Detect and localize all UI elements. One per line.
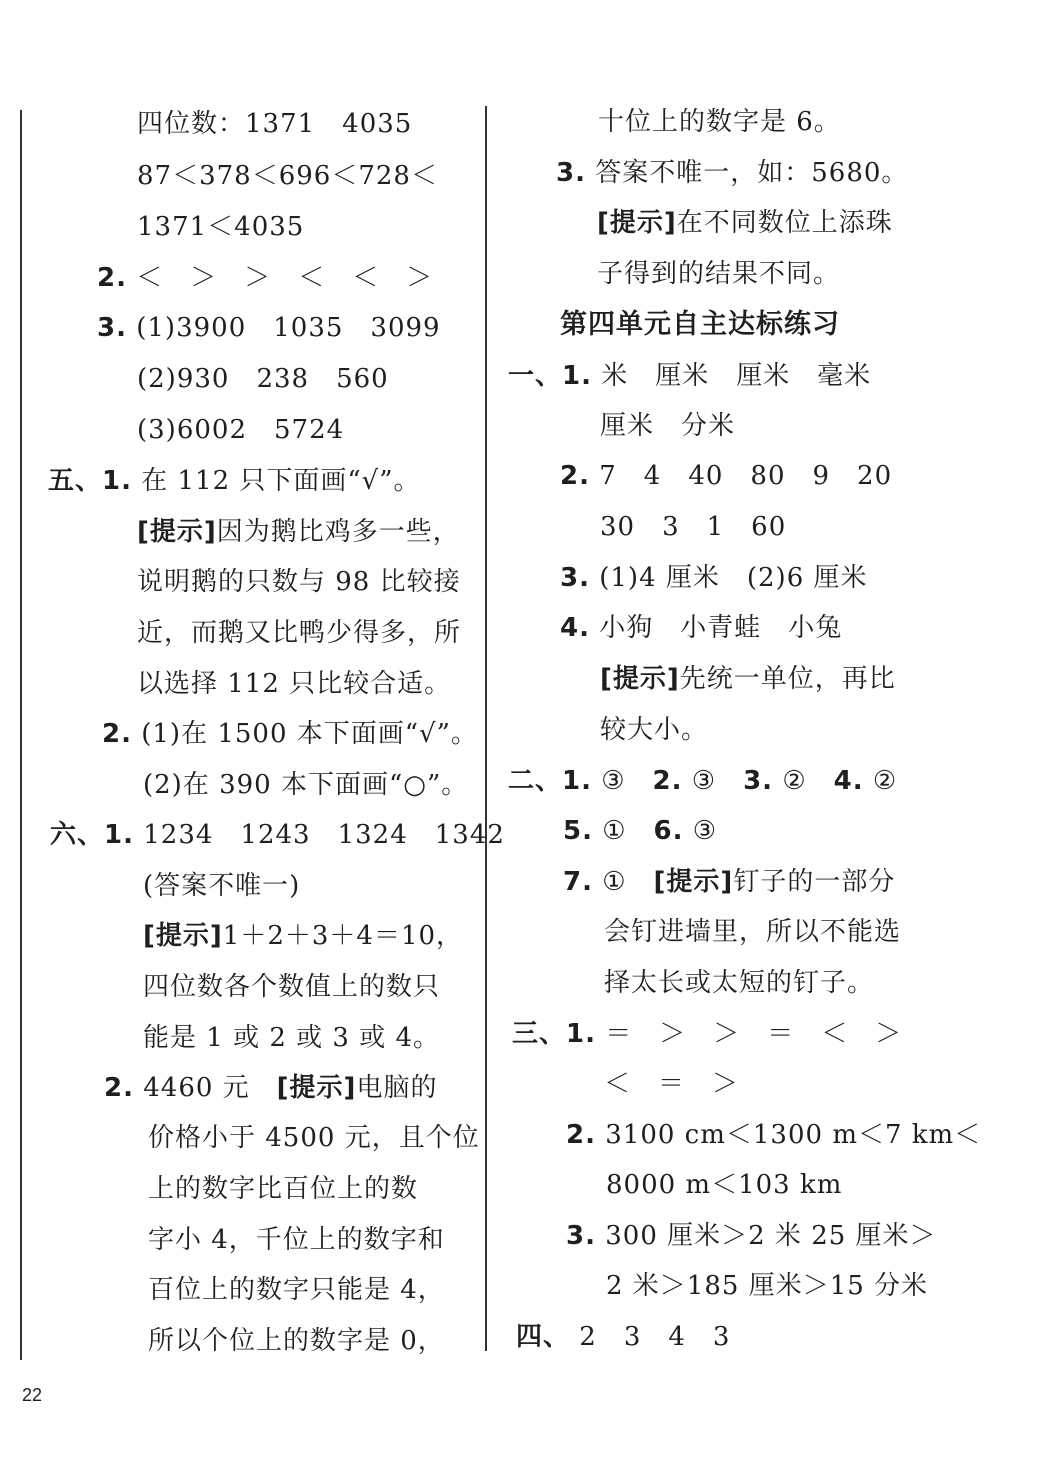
- answer-line: [604, 1068, 739, 1100]
- answer-line: [606, 1169, 842, 1201]
- answer-text: 在 112 只下面画“√”。: [141, 466, 421, 496]
- answer-line: [143, 971, 440, 1003]
- item-number: 2.: [104, 1073, 134, 1103]
- answer-text: 钉子的一部分: [733, 867, 896, 897]
- answer-line: [556, 157, 908, 189]
- answer-line: [566, 1119, 981, 1151]
- hint-label: [提示]: [653, 867, 734, 897]
- answer-line: [566, 1220, 937, 1252]
- answer-line: [137, 668, 451, 700]
- answer-text: 2 3 4 3: [579, 1322, 731, 1352]
- answer-text: 价格小于 4500 元，且个位: [148, 1123, 480, 1153]
- answer-text: 百位上的数字只能是 4，: [148, 1275, 445, 1305]
- answer-text: 会钉进墙里，所以不能选: [604, 917, 902, 947]
- item-number: 四、: [516, 1322, 571, 1352]
- answer-text: (答案不唯一): [143, 871, 301, 901]
- answer-text: 择太长或太短的钉子。: [604, 968, 875, 998]
- answer-text: ③: [691, 766, 744, 796]
- answer-line: [137, 108, 412, 140]
- answer-line: [148, 1325, 445, 1357]
- item-number: 一、1.: [508, 361, 592, 391]
- answer-text: ③: [601, 766, 653, 796]
- answer-text: 8000 m＜103 km: [606, 1170, 843, 1200]
- answer-line: [148, 1122, 480, 1154]
- answer-line: [137, 566, 461, 598]
- answer-line: [560, 460, 892, 492]
- answer-line: [48, 465, 421, 497]
- answer-text: ＜ ＝ ＞: [604, 1069, 740, 1099]
- answer-line: [97, 312, 441, 344]
- answer-text: ＜ ＞ ＞ ＜ ＜ ＞: [136, 263, 434, 293]
- item-number: 6.: [653, 816, 684, 846]
- answer-text: 小狗 小青蛙 小兔: [599, 613, 843, 643]
- answer-line: [137, 414, 344, 446]
- answer-line: [148, 1173, 418, 1205]
- answer-text: 十位上的数字是 6。: [598, 107, 841, 137]
- item-number: 3.: [743, 766, 774, 796]
- answer-line: [102, 718, 478, 750]
- item-number: 2.: [102, 719, 132, 749]
- answer-line: [137, 160, 438, 192]
- section-heading: 第四单元自主达标练习: [560, 309, 840, 340]
- answer-text: 以选择 112 只比较合适。: [137, 669, 452, 699]
- answer-text: (1)3900 1035 3099: [136, 313, 441, 343]
- answer-line: [143, 870, 300, 902]
- answer-text: 所以个位上的数字是 0，: [148, 1326, 445, 1356]
- answer-line: [148, 1274, 445, 1306]
- answer-text: (1)在 1500 本下面画“√”。: [141, 719, 478, 749]
- item-number: 4.: [833, 766, 864, 796]
- answer-line: [512, 1018, 902, 1050]
- answer-line: [597, 207, 893, 239]
- answer-line: [560, 562, 868, 594]
- answer-text: ①: [602, 816, 654, 846]
- answer-text: 答案不唯一，如：5680。: [595, 158, 909, 188]
- answer-text: 2 米＞185 厘米＞15 分米: [606, 1271, 929, 1301]
- answer-line: [143, 1022, 440, 1054]
- answer-text: 说明鹅的只数与 98 比较接: [137, 567, 461, 597]
- item-number: 二、1.: [508, 766, 592, 796]
- item-number: 4.: [560, 613, 590, 643]
- answer-line: [137, 211, 304, 243]
- answer-text: 30 3 1 60: [600, 512, 787, 542]
- left-margin-rule: [20, 110, 22, 1360]
- answer-line: [600, 511, 786, 543]
- answer-text: (2)930 238 560: [137, 364, 389, 394]
- answer-line: [137, 617, 461, 649]
- answer-line: [598, 106, 841, 138]
- answer-line: [600, 714, 708, 746]
- item-number: 3.: [566, 1221, 596, 1251]
- hint-label: [提示]: [597, 208, 677, 238]
- answer-line: [606, 1270, 928, 1302]
- answer-text: 300 厘米＞2 米 25 厘米＞: [605, 1221, 937, 1251]
- answer-text: ②: [872, 766, 898, 796]
- answer-text: 子得到的结果不同。: [597, 259, 841, 289]
- answer-text: ①: [602, 867, 654, 897]
- item-number: 3.: [556, 158, 586, 188]
- answer-line: [600, 663, 896, 695]
- answer-text: 7 4 40 80 9 20: [599, 461, 893, 491]
- answer-line: [137, 516, 460, 548]
- answer-text: (2)在 390 本下面画“○”。: [143, 770, 469, 800]
- item-number: 三、1.: [512, 1019, 596, 1049]
- answer-line: [563, 815, 717, 847]
- answer-text: 1＋2＋3＋4＝10，: [222, 921, 464, 951]
- answer-text: 能是 1 或 2 或 3 或 4。: [143, 1023, 441, 1053]
- answer-text: 4460 元: [143, 1073, 277, 1103]
- answer-line: [97, 262, 433, 294]
- hint-label: [提示]: [143, 921, 223, 951]
- answer-text: 上的数字比百位上的数: [148, 1174, 419, 1204]
- answer-text: (1)4 厘米 (2)6 厘米: [599, 563, 868, 593]
- item-number: 3.: [560, 563, 590, 593]
- answer-line: [143, 769, 468, 801]
- answer-line: [104, 1072, 437, 1104]
- answer-line: [604, 967, 874, 999]
- answer-text: ＝ ＞ ＞ ＝ ＜ ＞: [605, 1019, 903, 1049]
- answer-text: 四位数各个数值上的数只: [143, 972, 441, 1002]
- hint-label: [提示]: [600, 664, 680, 694]
- answer-text: 87＜378＜696＜728＜: [137, 161, 438, 191]
- answer-text: 近，而鹅又比鸭少得多，所: [137, 618, 462, 648]
- answer-text: 3100 cm＜1300 m＜7 km＜: [605, 1120, 982, 1150]
- answer-line: [560, 612, 842, 644]
- answer-text: 电脑的: [356, 1073, 438, 1103]
- answer-text: 1371＜4035: [137, 212, 305, 242]
- item-number: 5.: [563, 816, 593, 846]
- item-number: 2.: [97, 263, 127, 293]
- page-number: 22: [22, 1385, 43, 1405]
- answer-text: 四位数：1371 4035: [137, 109, 413, 139]
- answer-text: 因为鹅比鸡多一些，: [216, 517, 460, 547]
- answer-line: [516, 1321, 730, 1353]
- answer-text: 厘米 分米: [600, 411, 736, 441]
- answer-line: [137, 363, 389, 395]
- item-number: 2.: [566, 1120, 596, 1150]
- item-number: 7.: [563, 867, 593, 897]
- answer-text: 1234 1243 1324 1342: [143, 820, 505, 850]
- answer-text: 较大小。: [600, 715, 709, 745]
- hint-label: [提示]: [137, 517, 217, 547]
- answer-text: 字小 4，千位上的数字和: [148, 1225, 445, 1255]
- answer-text: ②: [782, 766, 834, 796]
- column-divider: [485, 106, 487, 1351]
- answer-text: ③: [692, 816, 718, 846]
- answer-line: [508, 765, 897, 797]
- item-number: 3.: [97, 313, 127, 343]
- answer-text: (3)6002 5724: [137, 415, 345, 445]
- answer-text: 在不同数位上添珠: [676, 208, 893, 238]
- answer-line: [600, 410, 735, 442]
- answer-line: [143, 920, 463, 952]
- item-number: 六、1.: [50, 820, 134, 850]
- hint-label: [提示]: [276, 1073, 357, 1103]
- answer-line: [50, 819, 505, 851]
- answer-text: 米 厘米 厘米 毫米: [601, 361, 872, 391]
- answer-line: [508, 360, 871, 392]
- item-number: 五、1.: [48, 466, 132, 496]
- answer-text: 先统一单位，再比: [679, 664, 896, 694]
- answer-line: [597, 258, 840, 290]
- answer-line: [604, 916, 901, 948]
- answer-line: [563, 866, 895, 898]
- item-number: 2.: [652, 766, 683, 796]
- answer-line: [148, 1224, 445, 1256]
- item-number: 2.: [560, 461, 590, 491]
